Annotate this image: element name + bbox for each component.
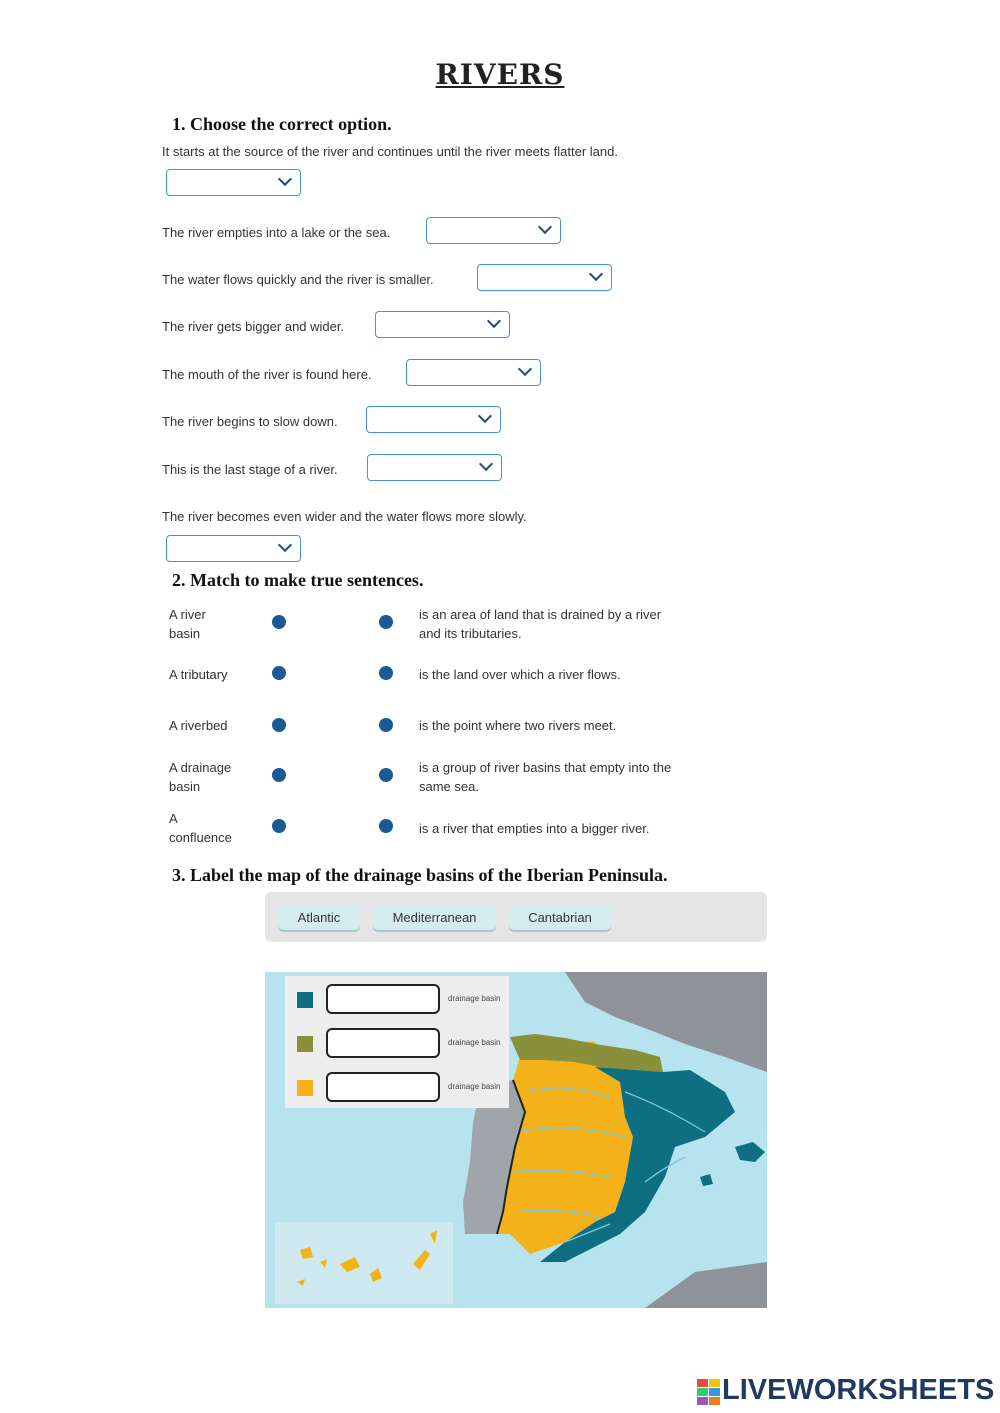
legend-answer-box-1[interactable] [326, 984, 440, 1014]
answer-dropdown-7[interactable] [367, 454, 502, 481]
question-1: It starts at the source of the river and continues until the river meets flatter land. [162, 144, 618, 159]
match-right-dot-1[interactable] [379, 615, 393, 629]
question-2: The river empties into a lake or the sea. [162, 225, 391, 240]
chip-atlantic[interactable]: Atlantic [278, 905, 360, 930]
match-right-3: is the point where two rivers meet. [419, 718, 617, 733]
legend-answer-box-2[interactable] [326, 1028, 440, 1058]
answer-dropdown-3[interactable] [477, 264, 612, 291]
chevron-down-icon [478, 409, 492, 423]
section-2-heading: 2. Match to make true sentences. [172, 570, 424, 590]
chevron-down-icon [487, 314, 501, 328]
match-right-5: is a river that empties into a bigger river. [419, 821, 650, 836]
match-left-dot-3[interactable] [272, 718, 286, 732]
question-7: This is the last stage of a river. [162, 462, 338, 477]
question-3: The water flows quickly and the river is smaller. [162, 272, 434, 287]
match-left-dot-2[interactable] [272, 666, 286, 680]
match-left-3: A riverbed [169, 718, 228, 733]
word-bank [265, 892, 767, 942]
chevron-down-icon [589, 267, 603, 281]
question-6: The river begins to slow down. [162, 414, 338, 429]
legend-label-1: drainage basin [448, 994, 501, 1003]
legend-swatch-olive [297, 1036, 313, 1052]
answer-dropdown-6[interactable] [366, 406, 501, 433]
question-4: The river gets bigger and wider. [162, 319, 345, 334]
match-right-dot-3[interactable] [379, 718, 393, 732]
answer-dropdown-4[interactable] [375, 311, 510, 338]
legend-swatch-yellow [297, 1080, 313, 1096]
match-right-dot-5[interactable] [379, 819, 393, 833]
match-left-dot-5[interactable] [272, 819, 286, 833]
answer-dropdown-5[interactable] [406, 359, 541, 386]
chevron-down-icon [538, 220, 552, 234]
chevron-down-icon [518, 362, 532, 376]
match-right-1: is an area of land that is drained by a river and its tributaries. [419, 607, 662, 641]
match-left-dot-1[interactable] [272, 615, 286, 629]
question-8: The river becomes even wider and the water flows more slowly. [162, 509, 527, 524]
question-5: The mouth of the river is found here. [162, 367, 372, 382]
match-left-5: A confluence [169, 811, 232, 845]
match-right-dot-4[interactable] [379, 768, 393, 782]
match-left-dot-4[interactable] [272, 768, 286, 782]
chip-cantabrian[interactable]: Cantabrian [509, 905, 611, 930]
legend-label-3: drainage basin [448, 1082, 501, 1091]
legend-swatch-teal [297, 992, 313, 1008]
answer-dropdown-2[interactable] [426, 217, 561, 244]
chevron-down-icon [278, 538, 292, 552]
chip-mediterranean[interactable]: Mediterranean [373, 905, 496, 930]
answer-dropdown-8[interactable] [166, 535, 301, 562]
legend-label-2: drainage basin [448, 1038, 501, 1047]
drainage-basin-map [265, 972, 767, 1308]
brand-wordmark: LIVEWORKSHEETS [722, 1374, 995, 1406]
chevron-down-icon [479, 457, 493, 471]
answer-dropdown-1[interactable] [166, 169, 301, 196]
liveworksheets-logo-icon [697, 1378, 721, 1408]
match-left-1: A river basin [169, 607, 206, 641]
section-3-heading: 3. Label the map of the drainage basins of the Iberian Peninsula. [172, 865, 668, 885]
page-title: RIVERS [435, 58, 565, 91]
match-right-2: is the land over which a river flows. [419, 667, 621, 682]
map-legend [285, 976, 509, 1108]
section-1-heading: 1. Choose the correct option. [172, 114, 392, 134]
match-left-2: A tributary [169, 667, 228, 682]
chevron-down-icon [278, 172, 292, 186]
legend-answer-box-3[interactable] [326, 1072, 440, 1102]
match-right-4: is a group of river basins that empty into the same sea. [419, 760, 672, 794]
match-left-4: A drainage basin [169, 760, 232, 794]
match-right-dot-2[interactable] [379, 666, 393, 680]
